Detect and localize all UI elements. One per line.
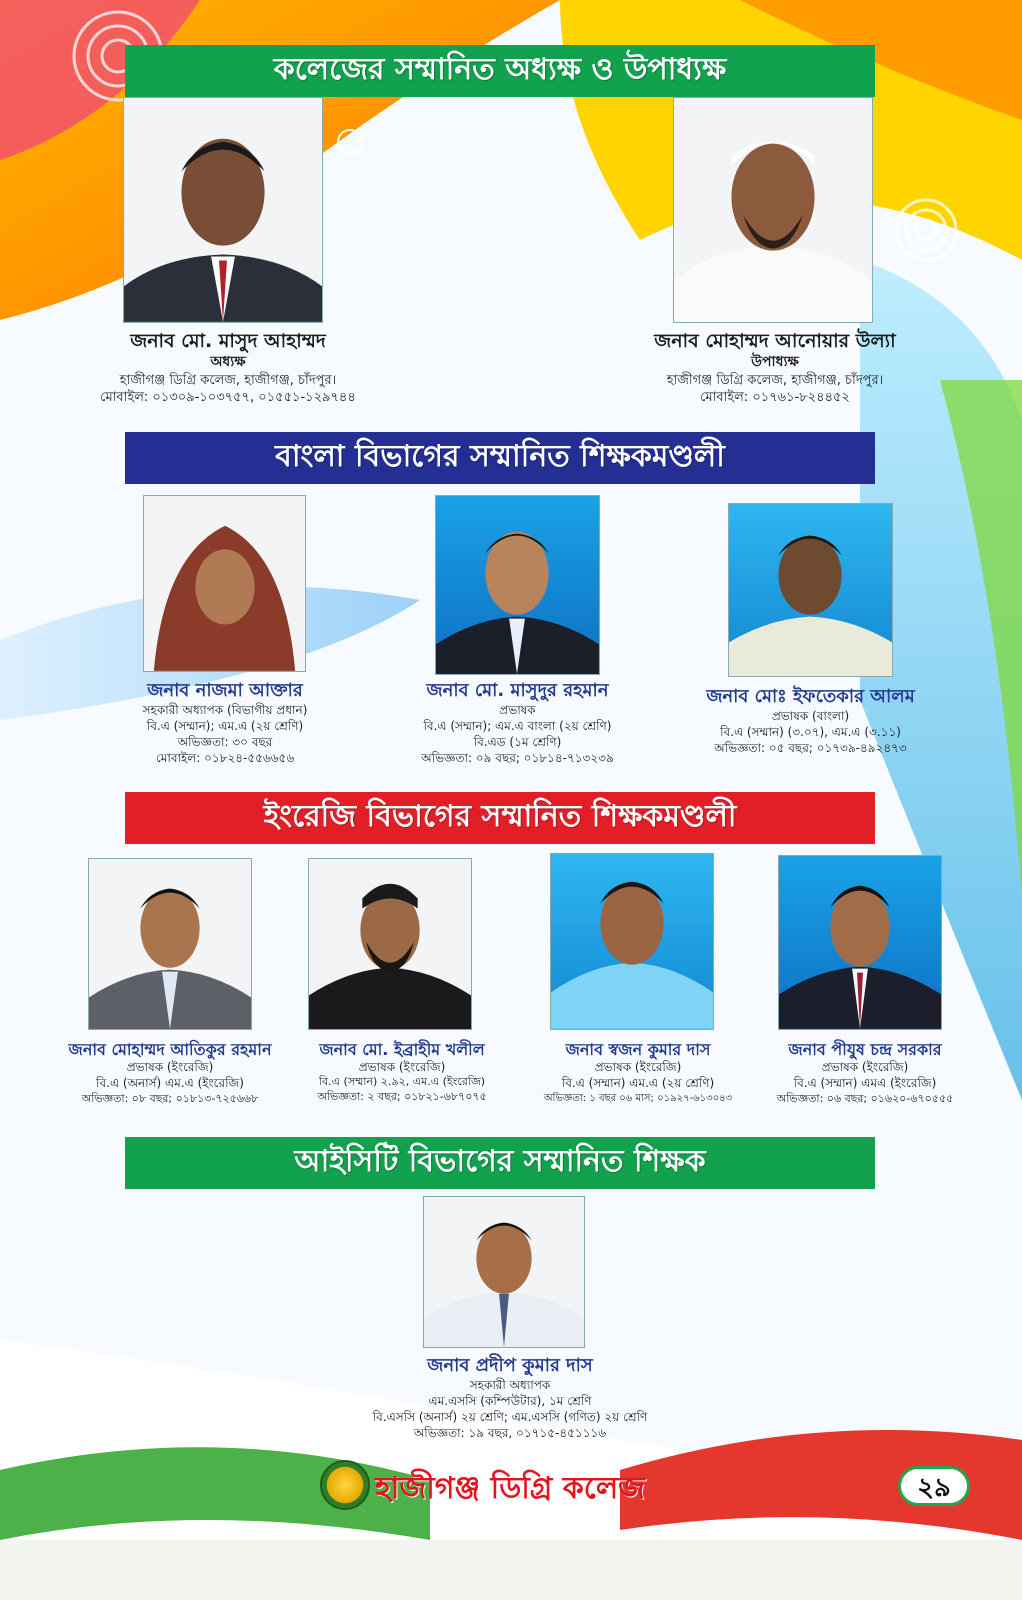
english-teacher-1-line: বি.এ (অনার্স) এম.এ (ইংরেজি) bbox=[96, 1076, 244, 1091]
english-teacher-4-photo bbox=[778, 855, 942, 1030]
ict-teacher-line: অভিজ্ঞতা: ১৯ বছর, ০১৭১৫-৪৫১১১৬ bbox=[413, 1426, 607, 1441]
bangla-teacher-2-info bbox=[395, 680, 640, 766]
english-teacher-4-line: প্রভাষক (ইংরেজি) bbox=[821, 1060, 909, 1075]
bangla-teacher-1-info bbox=[95, 680, 355, 766]
english-teacher-1-name: জনাব মোহাম্মদ আতিকুর রহমান bbox=[68, 1040, 272, 1059]
english-teacher-1-line: প্রভাষক (ইংরেজি) bbox=[126, 1060, 214, 1075]
bangla-teacher-1-line: বি.এ (সম্মান); এম.এ (২য় শ্রেণি) bbox=[146, 718, 304, 733]
ict-section-banner: আইসিটি বিভাগের সম্মানিত শিক্ষক bbox=[125, 1137, 875, 1189]
principal-title: অধ্যক্ষ bbox=[210, 353, 246, 370]
college-name: হাজীগঞ্জ ডিগ্রি কলেজ bbox=[375, 1471, 646, 1506]
bangla-teacher-2-line: প্রভাষক bbox=[499, 702, 536, 717]
bangla-teacher-1-name: জনাব নাজমা আক্তার bbox=[147, 680, 303, 701]
ict-teacher-photo bbox=[423, 1196, 585, 1348]
english-teacher-4-line: অভিজ্ঞতা: ০৬ বছর; ০১৬২০-৬৭০৫৫৫ bbox=[776, 1091, 954, 1105]
principal-address: হাজীগঞ্জ ডিগ্রি কলেজ, হাজীগঞ্জ, চাঁদপুর। bbox=[119, 372, 337, 388]
bangla-teacher-1-photo bbox=[143, 495, 306, 672]
english-teacher-3-name: জনাব স্বজন কুমার দাস bbox=[565, 1040, 711, 1059]
bangla-section-banner: বাংলা বিভাগের সম্মানিত শিক্ষকমণ্ডলী bbox=[125, 432, 875, 484]
english-teacher-2-info bbox=[282, 1040, 522, 1105]
vice-principal-title: উপাধ্যক্ষ bbox=[751, 353, 799, 370]
bangla-teacher-2-photo bbox=[435, 495, 600, 675]
english-teacher-3-line: অভিজ্ঞতা: ১ বছর ০৬ মাস; ০১৯২৭-৬১৩০৪৩ bbox=[543, 1092, 733, 1104]
college-seal-icon bbox=[320, 1460, 370, 1510]
english-teacher-4-line: বি.এ (সম্মান) এমএ (ইংরেজি) bbox=[793, 1076, 937, 1091]
bangla-teacher-2-line: অভিজ্ঞতা: ০৯ বছর; ০১৮১৪-৭১৩২৩৯ bbox=[421, 751, 614, 766]
ict-teacher-line: সহকারী অধ্যাপক bbox=[469, 1377, 551, 1392]
english-teacher-1-line: অভিজ্ঞতা: ০৮ বছর; ০১৮১৩-৭২৫৬৬৮ bbox=[81, 1091, 259, 1105]
principal-info bbox=[58, 330, 398, 407]
english-teacher-1-photo bbox=[88, 858, 252, 1030]
vice-principal-name: জনাব মোহাম্মদ আনোয়ার উল্যা bbox=[654, 330, 896, 352]
bangla-teacher-3-photo bbox=[728, 503, 893, 677]
vice-principal-photo bbox=[673, 97, 873, 323]
english-teacher-3-photo bbox=[550, 853, 714, 1030]
english-teacher-2-line: প্রভাষক (ইংরেজি) bbox=[358, 1060, 446, 1075]
english-teacher-3-info bbox=[522, 1040, 754, 1105]
english-teacher-4-info bbox=[752, 1040, 978, 1106]
ict-teacher-line: বি.এসসি (অনার্স) ২য় শ্রেণি; এম.এসসি (গণিত) ২য় শ্রেণি bbox=[372, 1409, 648, 1424]
principal-mobile: মোবাইল: ০১৩০৯-১০৩৭৫৭, ০১৫৫১-১২৯৭৪৪ bbox=[100, 390, 356, 406]
ict-teacher-name: জনাব প্রদীপ কুমার দাস bbox=[427, 1355, 593, 1376]
vice-principal-address: হাজীগঞ্জ ডিগ্রি কলেজ, হাজীগঞ্জ, চাঁদপুর। bbox=[666, 372, 884, 388]
bangla-teacher-2-line: বি.এ (সম্মান); এম.এ বাংলা (২য় শ্রেণি) bbox=[423, 718, 612, 733]
bangla-teacher-1-line: অভিজ্ঞতা: ৩০ বছর bbox=[177, 734, 273, 749]
bangla-teacher-2-name: জনাব মো. মাসুদুর রহমান bbox=[426, 680, 609, 701]
english-teacher-3-line: বি.এ (সম্মান) এম.এ (২য় শ্রেণি) bbox=[561, 1076, 715, 1091]
english-teacher-2-line: বি.এ (সম্মান) ২.৯২, এম.এ (ইংরেজি) bbox=[318, 1075, 486, 1089]
bangla-teacher-3-line: প্রভাষক (বাংলা) bbox=[771, 708, 850, 723]
english-teacher-3-line: প্রভাষক (ইংরেজি) bbox=[594, 1060, 682, 1075]
english-teacher-2-line: অভিজ্ঞতা: ২ বছর; ০১৮২১-৬৮৭০৭৫ bbox=[317, 1090, 487, 1104]
english-section-banner: ইংরেজি বিভাগের সম্মানিত শিক্ষকমণ্ডলী bbox=[125, 792, 875, 844]
vice-principal-mobile: মোবাইল: ০১৭৬১-৮২৪৪৫২ bbox=[700, 390, 850, 406]
bangla-teacher-3-line: অভিজ্ঞতা: ০৫ বছর; ০১৭৩৯-৪৯২৪৭৩ bbox=[714, 740, 907, 755]
english-teacher-4-name: জনাব পীযুষ চন্দ্র সরকার bbox=[788, 1040, 942, 1059]
ict-teacher-line: এম.এসসি (কম্পিউটার), ১ম শ্রেণি bbox=[428, 1393, 592, 1408]
bangla-teacher-3-line: বি.এ (সম্মান) (৩.০৭), এম.এ (৩.১১) bbox=[720, 724, 901, 739]
bangla-teacher-1-line: মোবাইল: ০১৮২৪-৫৫৬৬৫৬ bbox=[155, 751, 295, 766]
bangla-teacher-1-line: সহকারী অধ্যাপক (বিভাগীয় প্রধান) bbox=[142, 702, 308, 717]
bangla-teacher-2-line: বি.এড (১ম শ্রেণি) bbox=[473, 734, 562, 749]
page-number: ২৯ bbox=[898, 1466, 970, 1506]
principal-name: জনাব মো. মাসুদ আহাম্মদ bbox=[130, 330, 326, 352]
english-teacher-2-photo bbox=[308, 858, 472, 1030]
bangla-teacher-3-name: জনাব মোঃ ইফতেকার আলম bbox=[706, 686, 915, 707]
ict-teacher-info bbox=[300, 1355, 720, 1441]
principal-photo bbox=[123, 97, 323, 323]
principal-section-banner: কলেজের সম্মানিত অধ্যক্ষ ও উপাধ্যক্ষ bbox=[125, 45, 875, 97]
english-teacher-1-info bbox=[40, 1040, 300, 1106]
bangla-teacher-3-info bbox=[688, 686, 933, 756]
vice-principal-info bbox=[600, 330, 950, 407]
english-teacher-2-name: জনাব মো. ইব্রাহীম খলীল bbox=[319, 1040, 485, 1059]
